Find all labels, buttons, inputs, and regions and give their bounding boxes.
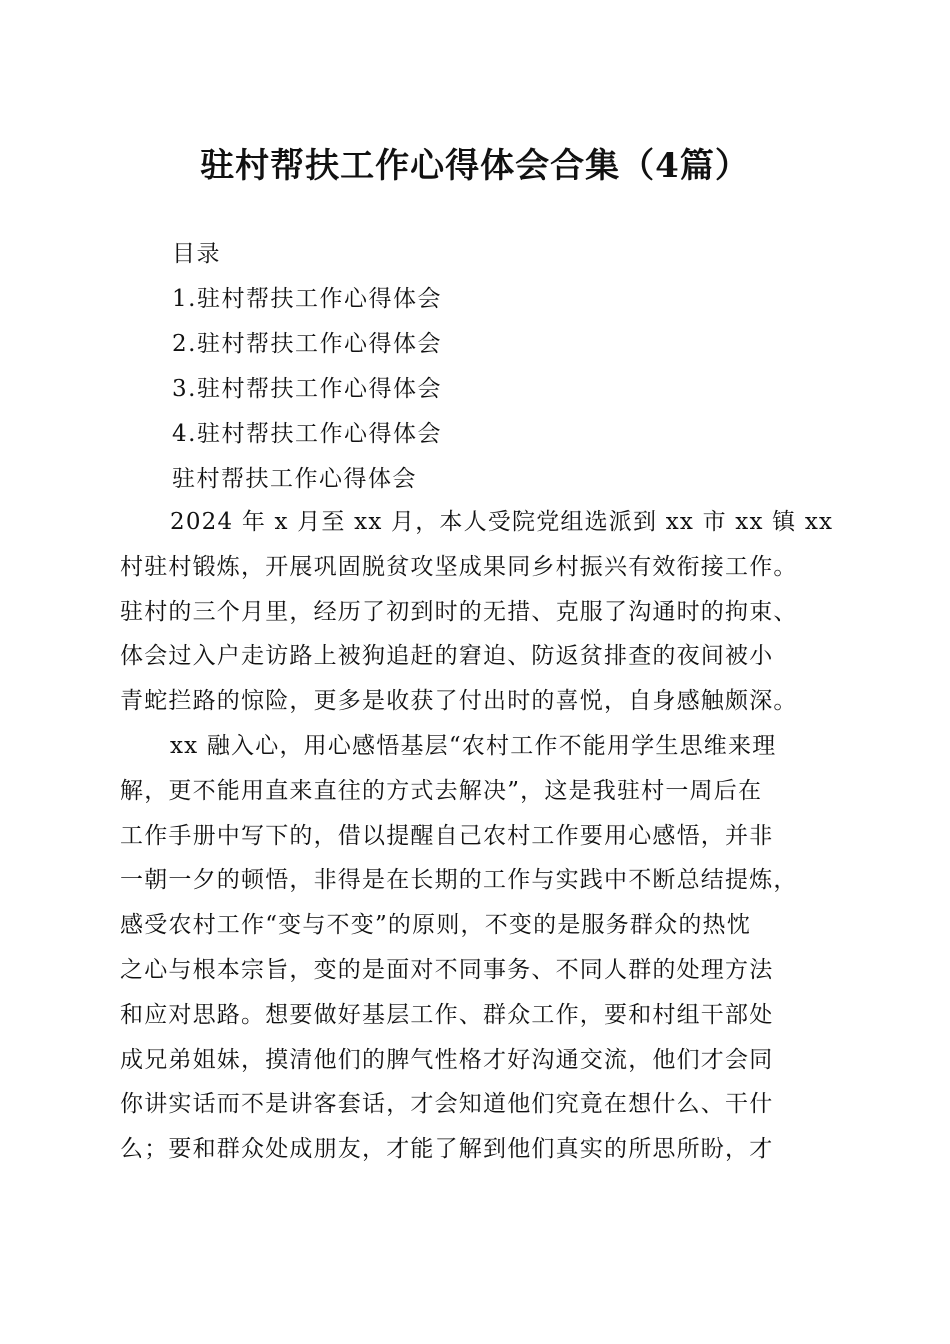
- paragraph-line: 体会过入户走访路上被狗追赶的窘迫、防返贫排查的夜间被小: [120, 643, 774, 670]
- paragraph-line: 感受农村工作“变与不变”的原则，不变的是服务群众的热忱: [120, 912, 751, 939]
- paragraph-line: xx 融入心，用心感悟基层“农村工作不能用学生思维来理: [170, 732, 777, 759]
- paragraph-line: 之心与根本宗旨，变的是面对不同事务、不同人群的处理方法: [120, 956, 774, 983]
- toc-item: 1.驻村帮扶工作心得体会: [172, 286, 442, 312]
- toc-item: 2.驻村帮扶工作心得体会: [172, 331, 442, 357]
- paragraph-line: 解，更不能用直来直往的方式去解决”，这是我驻村一周后在: [120, 777, 763, 804]
- body-text: [120, 500, 840, 1172]
- toc-item: 4.驻村帮扶工作心得体会: [172, 421, 442, 447]
- paragraph-line: 村驻村锻炼，开展巩固脱贫攻坚成果同乡村振兴有效衔接工作。: [120, 553, 798, 580]
- toc-item: 3.驻村帮扶工作心得体会: [172, 376, 442, 402]
- paragraph-line: 青蛇拦路的惊险，更多是收获了付出时的喜悦，自身感触颇深。: [120, 688, 798, 715]
- paragraph-line: 2024 年 x 月至 xx 月，本人受院党组选派到 xx 市 xx 镇 xx: [170, 509, 834, 535]
- toc-heading: 目录: [172, 241, 221, 267]
- paragraph-line: 么；要和群众处成朋友，才能了解到他们真实的所思所盼，才: [120, 1136, 774, 1163]
- paragraph-line: 成兄弟姐妹，摸清他们的脾气性格才好沟通交流，他们才会同: [120, 1046, 774, 1073]
- document-title: 驻村帮扶工作心得体会合集（4篇）: [200, 146, 750, 186]
- paragraph-line: 你讲实话而不是讲客套话，才会知道他们究竟在想什么、干什: [120, 1091, 774, 1118]
- paragraph-line: 工作手册中写下的，借以提醒自己农村工作要用心感悟，并非: [120, 822, 774, 849]
- paragraph-line: 一朝一夕的顿悟，非得是在长期的工作与实践中不断总结提炼，: [120, 867, 798, 894]
- table-of-contents: [172, 232, 442, 502]
- section-title: 驻村帮扶工作心得体会: [172, 466, 417, 492]
- paragraph-line: 和应对思路。想要做好基层工作、群众工作，要和村组干部处: [120, 1001, 774, 1028]
- paragraph-line: 驻村的三个月里，经历了初到时的无措、克服了沟通时的拘束、: [120, 598, 798, 625]
